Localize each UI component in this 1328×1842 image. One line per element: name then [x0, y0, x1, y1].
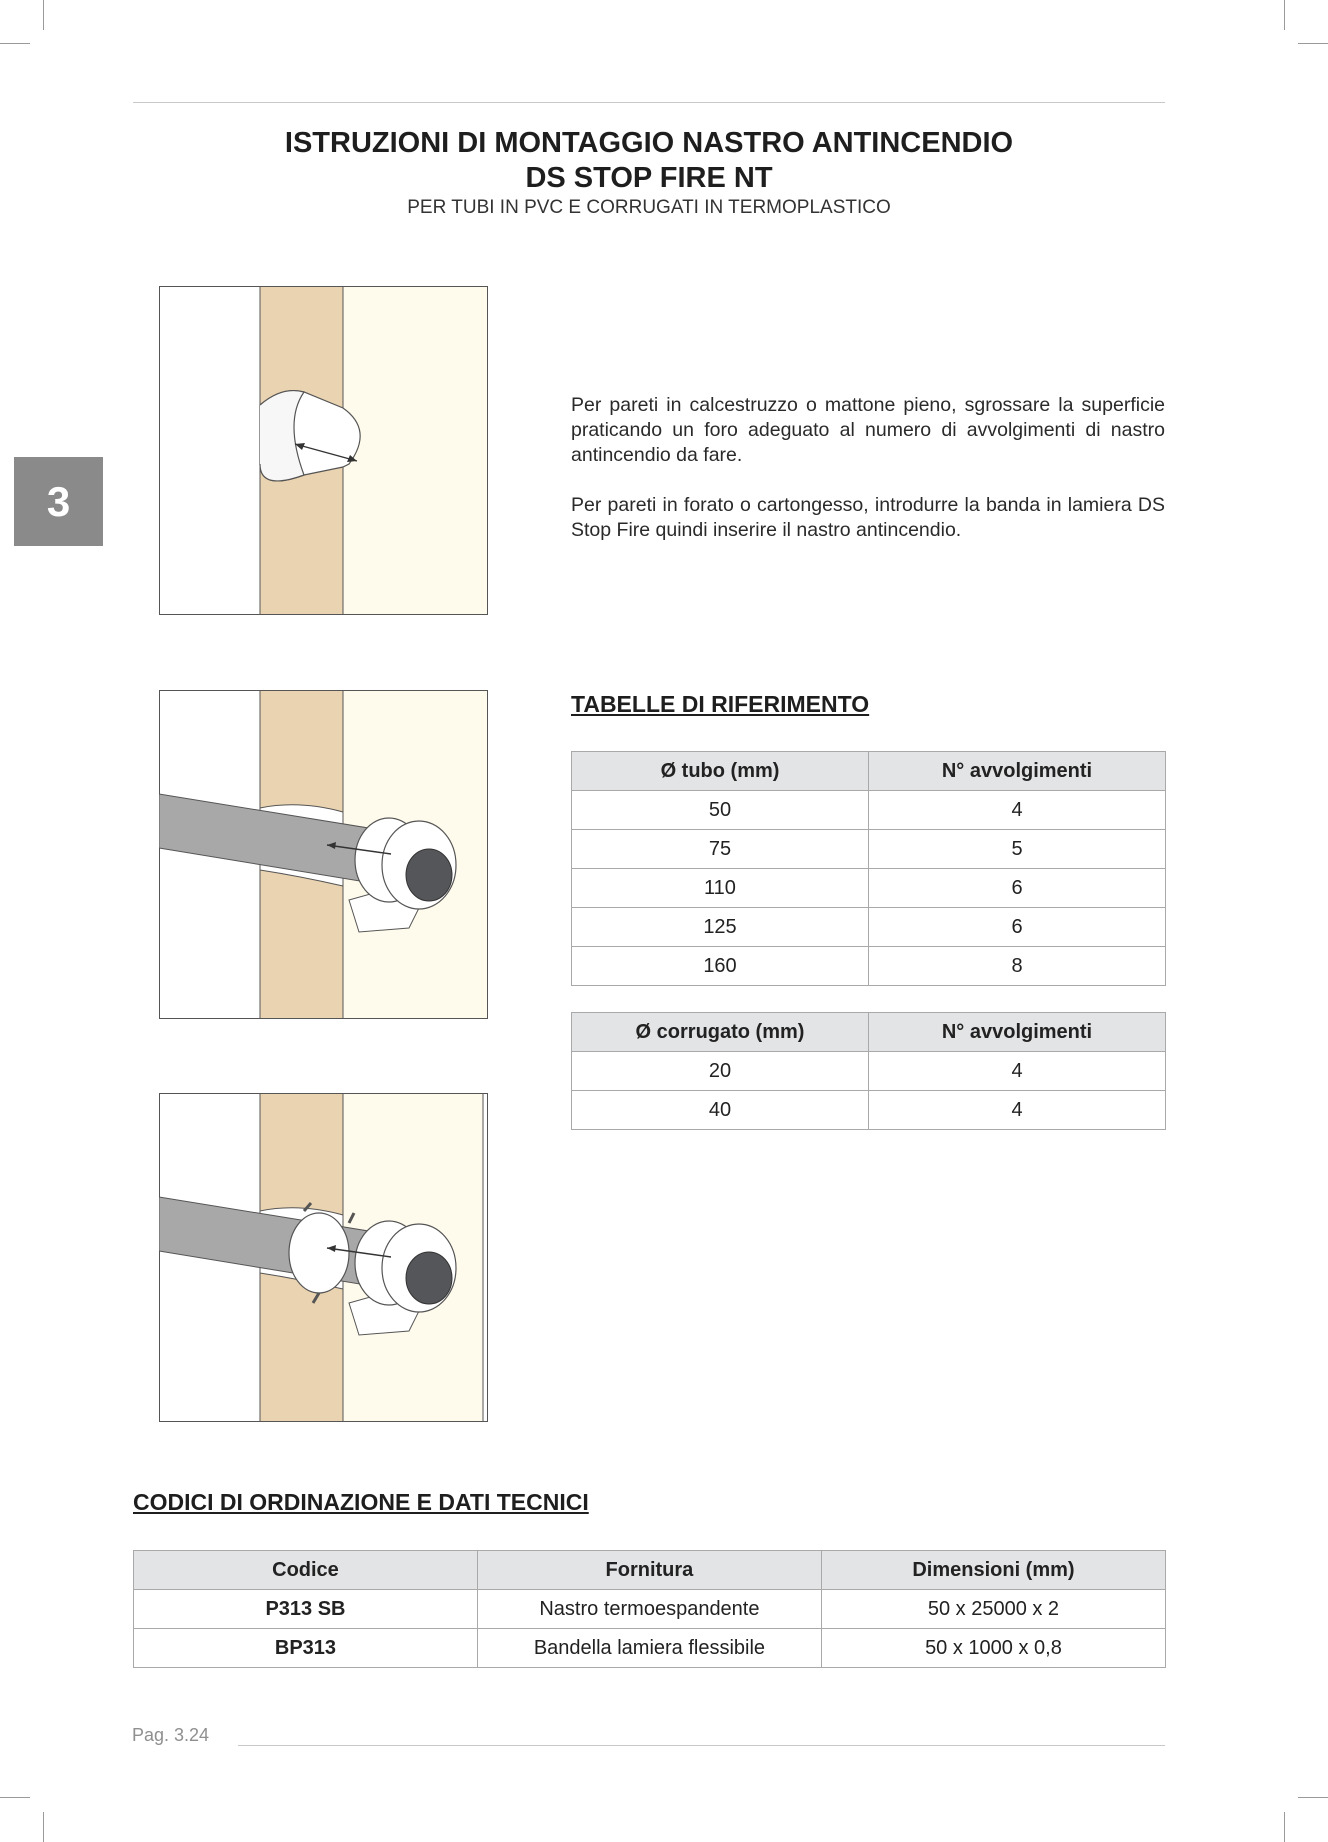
- product-name: DS STOP FIRE NT: [525, 162, 773, 194]
- crop-mark: [43, 0, 44, 30]
- crop-mark: [1298, 43, 1328, 44]
- instruction-paragraph-2: Per pareti in forato o cartongesso, introdurre la banda in lamiera DS Stop Fire quindi inserire il nastro antincendio.: [571, 494, 1165, 541]
- table-cell: 40: [572, 1091, 869, 1130]
- title-block: [133, 126, 1165, 220]
- pipe-table-header: Ø tubo (mm): [572, 752, 869, 791]
- table-cell: 6: [869, 908, 1166, 947]
- page-number: Pag. 3.24: [132, 1725, 210, 1745]
- table-cell: Bandella lamiera flessibile: [477, 1629, 821, 1668]
- table-row: [572, 1052, 1166, 1091]
- page-subtitle: PER TUBI IN PVC E CORRUGATI IN TERMOPLASTICO: [407, 197, 891, 218]
- table-cell: 110: [572, 869, 869, 908]
- table-cell: 125: [572, 908, 869, 947]
- crop-mark: [1284, 0, 1285, 30]
- table-row: [134, 1629, 1166, 1668]
- corrugated-table: [571, 1012, 1166, 1130]
- table-cell: 50: [572, 791, 869, 830]
- table-row: [134, 1590, 1166, 1629]
- top-rule: [133, 102, 1165, 103]
- table-row: [572, 830, 1166, 869]
- table-cell: 50 x 25000 x 2: [821, 1590, 1165, 1629]
- corrugated-table-header: Ø corrugato (mm): [572, 1013, 869, 1052]
- table-cell: Nastro termoespandente: [477, 1590, 821, 1629]
- table-cell: 50 x 1000 x 0,8: [821, 1629, 1165, 1668]
- table-cell: 160: [572, 947, 869, 986]
- footer-rule: [238, 1745, 1165, 1746]
- table-cell: 6: [869, 869, 1166, 908]
- pipe-table-header: N° avvolgimenti: [869, 752, 1166, 791]
- table-cell: 4: [869, 1052, 1166, 1091]
- chapter-tab: 3: [14, 457, 103, 546]
- product-code: P313 SB: [134, 1590, 478, 1629]
- corrugated-table-header: N° avvolgimenti: [869, 1013, 1166, 1052]
- table-cell: 20: [572, 1052, 869, 1091]
- illustration-pipe-tape: [159, 690, 488, 1019]
- table-row: [572, 1091, 1166, 1130]
- table-cell: 4: [869, 791, 1166, 830]
- pipe-table: [571, 751, 1166, 986]
- table-row: [572, 869, 1166, 908]
- page-title: ISTRUZIONI DI MONTAGGIO NASTRO ANTINCENDIO: [284, 127, 1014, 159]
- table-cell: 75: [572, 830, 869, 869]
- crop-mark: [0, 1797, 30, 1798]
- crop-mark: [1284, 1812, 1285, 1842]
- ordering-table: [133, 1550, 1166, 1668]
- ordering-table-header: Dimensioni (mm): [821, 1551, 1165, 1590]
- table-cell: 5: [869, 830, 1166, 869]
- instruction-paragraph-1: Per pareti in calcestruzzo o mattone pieno, sgrossare la superficie praticando un foro adeguato al numero di avvolgimenti di nastro antincendio da fare.: [571, 394, 1165, 466]
- illustration-pipe-band: [159, 1093, 488, 1422]
- illustration-hole: [159, 286, 488, 615]
- ordering-heading: CODICI DI ORDINAZIONE E DATI TECNICI: [133, 1489, 589, 1515]
- crop-mark: [43, 1812, 44, 1842]
- ordering-table-header: Fornitura: [477, 1551, 821, 1590]
- crop-mark: [1298, 1797, 1328, 1798]
- reference-heading: TABELLE DI RIFERIMENTO: [571, 691, 870, 717]
- product-code: BP313: [134, 1629, 478, 1668]
- table-cell: 4: [869, 1091, 1166, 1130]
- ordering-table-header: Codice: [134, 1551, 478, 1590]
- crop-mark: [0, 43, 30, 44]
- table-row: [572, 791, 1166, 830]
- table-cell: 8: [869, 947, 1166, 986]
- table-row: [572, 908, 1166, 947]
- table-row: [572, 947, 1166, 986]
